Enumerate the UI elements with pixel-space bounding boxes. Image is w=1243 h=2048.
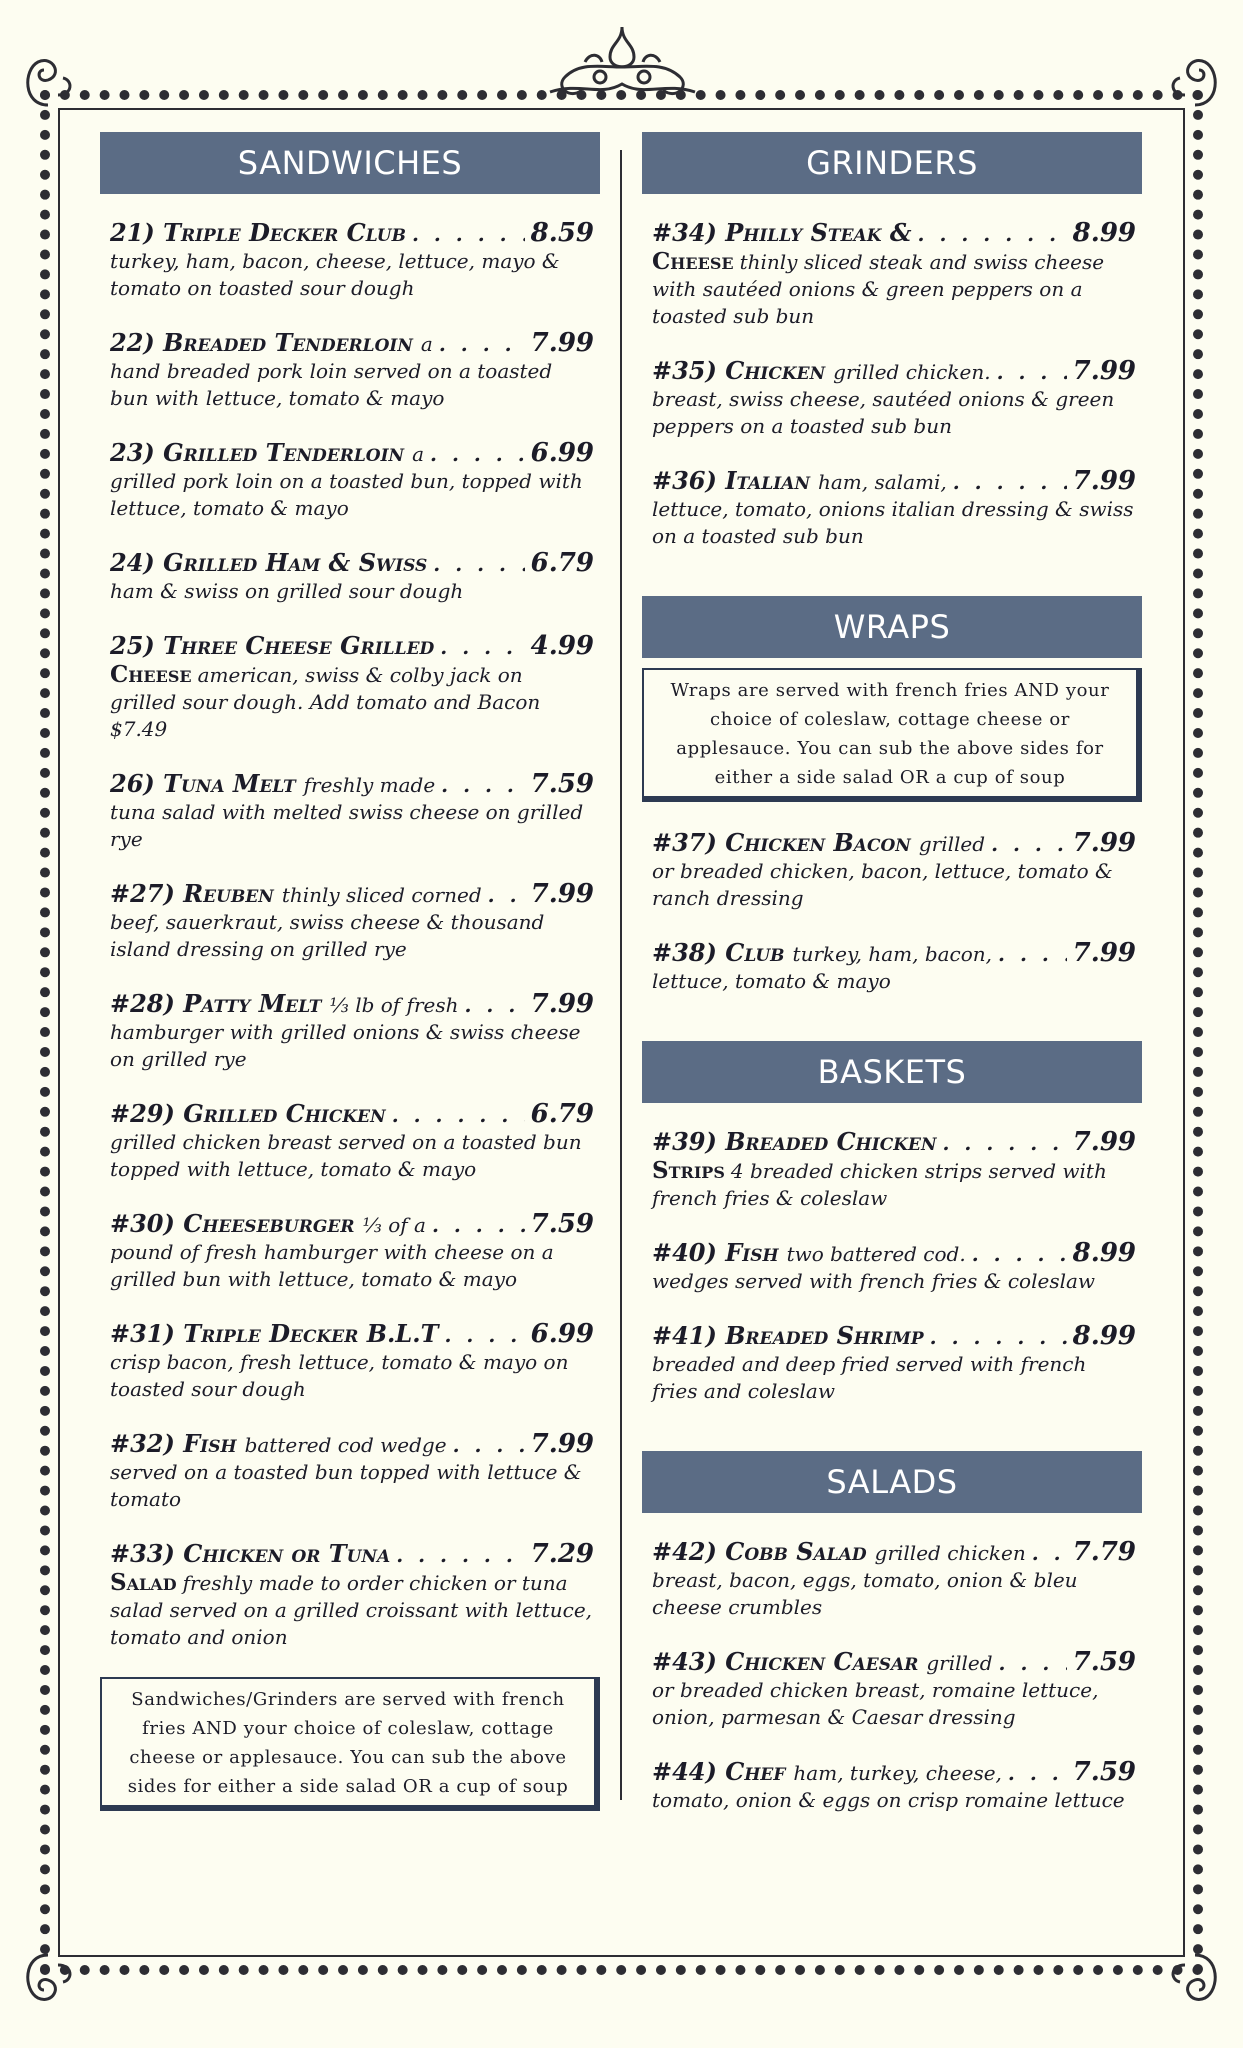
dot-leader [918,222,1067,246]
menu-item-description-text: or breaded chicken, bacon, lettuce, tomato & ranch dressing [652,859,1113,910]
menu-item-name: #27) Reuben [110,879,274,908]
menu-item-description-text: ham & swiss on grilled sour dough [110,579,464,603]
dot-leader [439,332,525,356]
menu-item-price: 7.59 [530,769,594,799]
menu-item-title-line [110,631,594,661]
menu-item-name: #31) Triple Decker B.L.T [110,1319,439,1348]
dot-leader [433,552,524,576]
dot-leader [396,1543,524,1567]
menu-item-lead-text: thinly sliced corned [281,883,482,907]
menu-item-lead-text: grilled [918,832,986,856]
right-column [642,132,1142,1840]
menu-item-price: 7.99 [530,1429,594,1459]
menu-item-description-text: or breaded chicken breast, romaine lettuce, onion, parmesan & Caesar dressing [652,1678,1099,1729]
menu-item-title-line [110,1429,594,1459]
menu-item-title-line [652,1757,1136,1787]
menu-item [100,989,600,1073]
corner-ornament-top-left-icon [18,50,78,110]
menu-item-name: 24) Grilled Ham & Swiss [110,548,428,577]
menu-item [642,1647,1142,1731]
menu-item-description [110,1129,594,1183]
menu-item [642,1238,1142,1295]
menu-item-title-line [652,1321,1136,1351]
menu-item-name: #30) Cheeseburger [110,1209,355,1238]
menu-item-name: #28) Patty Melt [110,989,322,1018]
menu-item-description [652,1787,1136,1814]
menu-item-name: 21) Triple Decker Club [110,218,406,247]
section-spacer [642,1021,1142,1041]
menu-item-lead-text: ⅓ lb of fresh [329,993,459,1017]
menu-item [642,1321,1142,1405]
menu-item-lead-text: battered cod wedge [244,1433,447,1457]
section-spacer [642,576,1142,596]
menu-item [642,218,1142,330]
menu-item-lead-text: a [412,442,425,466]
menu-item-price: 8.99 [1072,1238,1136,1268]
menu-item-description-text: grilled chicken breast served on a toasted bun topped with lettuce, tomato & mayo [110,1130,582,1181]
menu-item-description [652,1351,1136,1405]
menu-item-description-text: freshly made to order chicken or tuna salad served on a grilled croissant with lettuce, tomato and onion [110,1571,593,1649]
menu-item-price: 7.99 [530,328,594,358]
menu-item-price: 8.59 [530,218,594,248]
menu-item-name: #43) Chicken Caesar [652,1647,919,1676]
menu-item-description-text: lettuce, tomato & mayo [652,969,891,993]
menu-item-description [652,968,1136,995]
menu-item-lead-text: grilled [926,1651,993,1675]
menu-item-price: 8.99 [1072,1321,1136,1351]
menu-item-name: #32) Fish [110,1429,237,1458]
menu-item-description-text: beef, sauerkraut, swiss cheese & thousand island dressing on grilled rye [110,910,545,961]
dot-leader [991,832,1067,856]
menu-item-price: 7.59 [1072,1757,1136,1787]
menu-item-description [110,578,594,605]
menu-item-name: #40) Fish [652,1238,779,1267]
menu-item-lead-text: turkey, ham, bacon, [792,942,993,966]
menu-item-price: 6.79 [530,1099,594,1129]
menu-item [100,769,600,853]
menu-item-title-line [110,218,594,248]
menu-item-title-line [652,466,1136,496]
menu-item-name: #33) Chicken or Tuna [110,1539,391,1568]
dot-leader [930,1325,1067,1349]
menu-item [100,548,600,605]
menu-item-price: 7.59 [1072,1647,1136,1677]
menu-item-description [652,248,1136,330]
menu-item-description [652,1567,1136,1621]
menu-item-price: 7.99 [530,989,594,1019]
menu-item-description-text: turkey, ham, bacon, cheese, lettuce, mayo & tomato on toasted sour dough [110,249,560,300]
menu-item-title-line [110,1209,594,1239]
grinders-header: GRINDERS [642,132,1142,194]
dot-leader [488,883,525,907]
menu-item-description [110,1019,594,1073]
menu-item-description-text: breast, bacon, eggs, tomato, onion & bleu cheese crumbles [652,1568,1078,1619]
menu-item-lead-text: grilled chicken [874,1541,1026,1565]
menu-item-description-text: 4 breaded chicken strips served with french fries & coleslaw [652,1159,1107,1210]
menu-item-description [652,1677,1136,1731]
menu-item-title-line [652,1537,1136,1567]
menu-item-name: #38) Club [652,938,785,967]
menu-item-lead-text: freshly made [303,773,436,797]
baskets-list [642,1127,1142,1405]
menu-item [642,1127,1142,1212]
dot-leader [444,1323,524,1347]
dot-leader [1032,1541,1067,1565]
sandwiches-header: SANDWICHES [100,132,600,194]
menu-item-name: #34) Philly Steak & [652,218,912,247]
menu-item-name-continued: Strips [652,1157,725,1184]
menu-item [642,1537,1142,1621]
menu-item-description-text: wedges served with french fries & coleslaw [652,1269,1096,1293]
menu-item-title-line [110,769,594,799]
menu-item-price: 7.99 [1072,828,1136,858]
left-column [100,132,600,1837]
grinders-list [642,218,1142,550]
menu-item-lead-text: grilled chicken. [833,360,991,384]
dot-leader [972,1242,1067,1266]
menu-item-description [652,1268,1136,1295]
menu-item [100,1319,600,1403]
menu-item-name: #44) Chef [652,1757,786,1786]
menu-item-title-line [652,1647,1136,1677]
menu-item-price: 7.99 [1072,1127,1136,1157]
menu-item-lead-text: two battered cod. [786,1242,966,1266]
menu-item-title-line [652,218,1136,248]
section-spacer [642,1431,1142,1451]
menu-item-description-text: breast, swiss cheese, sautéed onions & green peppers on a toasted sub bun [652,387,1115,438]
menu-item-price: 7.79 [1072,1537,1136,1567]
menu-item-description-text: hamburger with grilled onions & swiss cheese on grilled rye [110,1020,581,1071]
menu-item-description-text: hand breaded pork loin served on a toasted bun with lettuce, tomato & mayo [110,359,553,410]
menu-item-price: 7.59 [530,1209,594,1239]
menu-item [100,631,600,743]
menu-item-description [110,248,594,302]
menu-item-price: 7.99 [1072,356,1136,386]
dot-leader [441,773,525,797]
menu-item [642,828,1142,912]
menu-item-description [110,468,594,522]
menu-item-description-text: tomato, onion & eggs on crisp romaine lettuce [652,1788,1125,1812]
menu-item-description-text: crisp bacon, fresh lettuce, tomato & mayo on toasted sour dough [110,1350,569,1401]
dot-leader [1008,1761,1067,1785]
menu-item-price: 6.99 [530,438,594,468]
menu-item-price: 6.79 [530,548,594,578]
menu-item-price: 4.99 [530,631,594,661]
menu-item-name: 26) Tuna Melt [110,769,296,798]
dot-leader [440,635,524,659]
menu-item-name-continued: Cheese [652,248,734,275]
menu-item-description-text: thinly sliced steak and swiss cheese with sautéed onions & green peppers on a toasted sub bun [652,250,1105,328]
menu-item-lead-text: ⅓ of a [362,1213,426,1237]
wraps-sides-note: Wraps are served with french fries AND your choice of coleslaw, cottage cheese or applesauce. You can sub the above sides for either a side salad OR a cup of soup [642,668,1142,802]
menu-item-description [652,858,1136,912]
menu-item-description-text: served on a toasted bun topped with lettuce & tomato [110,1460,582,1511]
corner-ornament-top-right-icon [1165,50,1225,110]
menu-item-description [110,661,594,743]
menu-item-name: 25) Three Cheese Grilled [110,631,435,660]
menu-item-name: 22) Breaded Tenderloin [110,328,413,357]
wraps-header: WRAPS [642,596,1142,658]
sandwiches-sides-note: Sandwiches/Grinders are served with french fries AND your choice of coleslaw, cottage cheese or applesauce. You can sub the above sides for either a side salad OR a cup of soup [100,1677,600,1811]
column-divider [620,150,622,1800]
menu-item-description [110,1569,594,1651]
menu-item-title-line [652,356,1136,386]
menu-item-description-text: breaded and deep fried served with french fries and coleslaw [652,1352,1087,1403]
menu-item [100,1429,600,1513]
menu-item [100,1099,600,1183]
menu-item-description-text: lettuce, tomato, onions italian dressing & swiss on a toasted sub bun [652,497,1134,548]
menu-item-price: 7.99 [1072,466,1136,496]
menu-item [100,438,600,522]
dot-leader [392,1103,525,1127]
menu-item-description [110,1349,594,1403]
menu-item-description [652,1157,1136,1212]
menu-item-description [110,1459,594,1513]
menu-item-title-line [110,1539,594,1569]
menu-item-description [110,1239,594,1293]
salads-list [642,1537,1142,1814]
menu-item-name: #29) Grilled Chicken [110,1099,386,1128]
top-center-ornament-icon [540,22,705,112]
menu-item-price: 8.99 [1072,218,1136,248]
dot-leader [412,222,525,246]
menu-item-description [652,386,1136,440]
dot-leader [997,360,1067,384]
menu-item [642,1757,1142,1814]
baskets-header: BASKETS [642,1041,1142,1103]
menu-item-title-line [110,1319,594,1349]
menu-item-price: 7.99 [1072,938,1136,968]
menu-item-price: 6.99 [530,1319,594,1349]
menu-item-title-line [110,879,594,909]
sandwiches-list [100,218,600,1651]
corner-ornament-bottom-right-icon [1165,1950,1225,2010]
menu-item-title-line [652,828,1136,858]
menu-item-title-line [110,548,594,578]
menu-item-title-line [652,1127,1136,1157]
salads-header: SALADS [642,1451,1142,1513]
menu-item-name: 23) Grilled Tenderloin [110,438,405,467]
dot-leader [943,1131,1067,1155]
menu-item-title-line [110,438,594,468]
dot-leader [432,1213,525,1237]
menu-item-title-line [110,1099,594,1129]
menu-item-name: #39) Breaded Chicken [652,1127,937,1156]
menu-item [642,356,1142,440]
menu-item-lead-text: ham, salami, [818,470,947,494]
menu-item-title-line [652,1238,1136,1268]
menu-item-description-text: tuna salad with melted swiss cheese on grilled rye [110,800,584,851]
menu-item-name: #36) Italian [652,466,810,495]
corner-ornament-bottom-left-icon [18,1950,78,2010]
menu-item-name-continued: Cheese [110,661,192,688]
menu-item-name-continued: Salad [110,1569,177,1596]
menu-item [100,1209,600,1293]
menu-item-name: #41) Breaded Shrimp [652,1321,924,1350]
dot-leader [430,442,525,466]
menu-item-title-line [652,938,1136,968]
menu-item-description [110,358,594,412]
dot-leader [953,470,1067,494]
wraps-list [642,828,1142,995]
menu-item-price: 7.29 [530,1539,594,1569]
menu-item-lead-text: ham, turkey, cheese, [793,1761,1002,1785]
menu-item-title-line [110,328,594,358]
menu-item [100,218,600,302]
menu-item-lead-text: a [420,332,433,356]
dot-leader [999,1651,1067,1675]
menu-item-description [652,496,1136,550]
menu-item-name: #35) Chicken [652,356,826,385]
menu-item [100,328,600,412]
dot-leader [465,993,525,1017]
menu-item [100,1539,600,1651]
menu-item-name: #42) Cobb Salad [652,1537,867,1566]
menu-item [642,466,1142,550]
dot-leader [998,942,1067,966]
menu-item-price: 7.99 [530,879,594,909]
menu-item [100,879,600,963]
menu-item-title-line [110,989,594,1019]
dot-leader [453,1433,525,1457]
menu-item-description-text: grilled pork loin on a toasted bun, topped with lettuce, tomato & mayo [110,469,583,520]
menu-item-description [110,909,594,963]
menu-item-description [110,799,594,853]
menu-item-description-text: american, swiss & colby jack on grilled sour dough. Add tomato and Bacon $7.49 [110,663,541,741]
menu-item-name: #37) Chicken Bacon [652,828,911,857]
menu-item-description-text: pound of fresh hamburger with cheese on a grilled bun with lettuce, tomato & mayo [110,1240,554,1291]
menu-item [642,938,1142,995]
